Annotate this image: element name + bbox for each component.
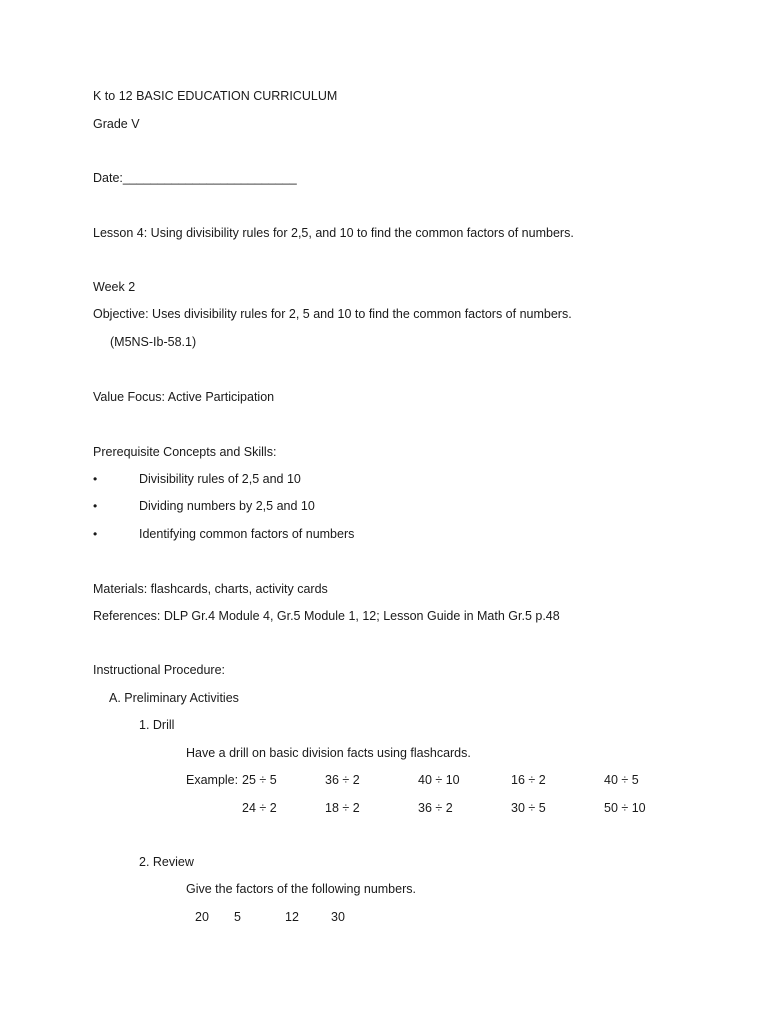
division-fact: 36 ÷ 2 bbox=[325, 773, 360, 787]
prerequisites-heading: Prerequisite Concepts and Skills: bbox=[93, 445, 277, 459]
division-fact: 24 ÷ 2 bbox=[242, 801, 277, 815]
curriculum-title: K to 12 BASIC EDUCATION CURRICULUM bbox=[93, 89, 338, 103]
example-label: Example: bbox=[186, 773, 239, 787]
division-fact: 50 ÷ 10 bbox=[604, 801, 646, 815]
review-instruction: Give the factors of the following numbers. bbox=[186, 882, 416, 896]
review-number: 30 bbox=[331, 910, 345, 924]
division-fact: 16 ÷ 2 bbox=[511, 773, 546, 787]
procedure-heading: Instructional Procedure: bbox=[93, 663, 226, 677]
drill-title: 1. Drill bbox=[139, 718, 175, 732]
division-fact: 40 ÷ 10 bbox=[418, 773, 460, 787]
references-text: References: DLP Gr.4 Module 4, Gr.5 Module 1, 12; Lesson Guide in Math Gr.5 p.48 bbox=[93, 609, 560, 623]
section-a-heading: A. Preliminary Activities bbox=[109, 691, 239, 705]
grade-level: Grade V bbox=[93, 117, 140, 131]
division-fact: 18 ÷ 2 bbox=[325, 801, 360, 815]
materials-text: Materials: flashcards, charts, activity cards bbox=[93, 582, 328, 596]
bullet-icon: • bbox=[93, 472, 98, 486]
review-number: 5 bbox=[234, 910, 241, 924]
objective-text: Objective: Uses divisibility rules for 2, 5 and 10 to find the common factors of numbers. bbox=[93, 307, 572, 321]
objective-code: (M5NS-Ib-58.1) bbox=[110, 335, 197, 349]
review-title: 2. Review bbox=[139, 855, 194, 869]
division-fact: 25 ÷ 5 bbox=[242, 773, 277, 787]
drill-instruction: Have a drill on basic division facts using flashcards. bbox=[186, 746, 471, 760]
prerequisite-item: Identifying common factors of numbers bbox=[139, 527, 355, 541]
value-focus: Value Focus: Active Participation bbox=[93, 390, 275, 404]
prerequisite-item: Dividing numbers by 2,5 and 10 bbox=[139, 499, 315, 513]
division-fact: 36 ÷ 2 bbox=[418, 801, 453, 815]
bullet-icon: • bbox=[93, 499, 98, 513]
prerequisite-item: Divisibility rules of 2,5 and 10 bbox=[139, 472, 301, 486]
lesson-title: Lesson 4: Using divisibility rules for 2,5, and 10 to find the common factors of numbers. bbox=[93, 226, 574, 240]
week-label: Week 2 bbox=[93, 280, 136, 294]
date-field: Date:_________________________ bbox=[93, 171, 297, 185]
division-fact: 40 ÷ 5 bbox=[604, 773, 639, 787]
review-number: 20 bbox=[195, 910, 209, 924]
division-fact: 30 ÷ 5 bbox=[511, 801, 546, 815]
review-number: 12 bbox=[285, 910, 299, 924]
bullet-icon: • bbox=[93, 527, 98, 541]
